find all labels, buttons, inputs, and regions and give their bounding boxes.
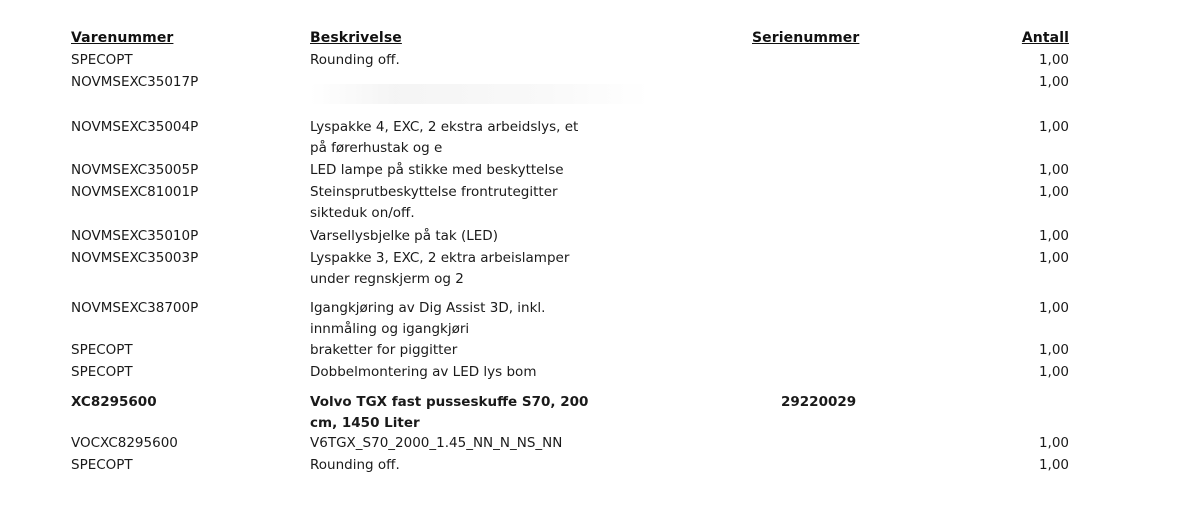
- antall-cell: 1,00: [1038, 300, 1069, 316]
- beskrivelse-line: braketter for piggitter: [310, 342, 458, 358]
- beskrivelse-cell: [310, 298, 545, 340]
- varenummer-cell: VOCXC8295600: [71, 435, 178, 451]
- antall-cell: 1,00: [1038, 119, 1069, 135]
- header-antall: Antall: [1021, 30, 1069, 46]
- beskrivelse-line: Lyspakke 3, EXC, 2 ektra arbeislamper: [310, 250, 570, 266]
- varenummer-cell: XC8295600: [71, 394, 157, 410]
- beskrivelse-line: Volvo TGX fast pusseskuffe S70, 200: [310, 394, 589, 410]
- beskrivelse-cell: [310, 117, 578, 159]
- beskrivelse-cell: [310, 455, 400, 476]
- serienummer-cell: 29220029: [781, 394, 857, 410]
- header-beskrivelse: Beskrivelse: [310, 30, 402, 46]
- beskrivelse-line: cm, 1450 Liter: [310, 415, 420, 431]
- beskrivelse-cell: [310, 433, 562, 454]
- beskrivelse-line: Steinsprutbeskyttelse frontrutegitter: [310, 184, 558, 200]
- varenummer-cell: SPECOPT: [71, 342, 133, 358]
- beskrivelse-line: Rounding off.: [310, 52, 400, 68]
- beskrivelse-line: Dobbelmontering av LED lys bom: [310, 364, 537, 380]
- beskrivelse-line: Varsellysbjelke på tak (LED): [310, 228, 498, 244]
- beskrivelse-cell: [310, 160, 564, 181]
- varenummer-cell: SPECOPT: [71, 52, 133, 68]
- beskrivelse-cell: [310, 340, 457, 361]
- varenummer-cell: NOVMSEXC81001P: [71, 184, 199, 200]
- antall-cell: 1,00: [1038, 228, 1069, 244]
- antall-cell: 1,00: [1038, 364, 1069, 380]
- antall-cell: 1,00: [1038, 250, 1069, 266]
- header-serienummer: Serienummer: [752, 30, 860, 46]
- beskrivelse-cell: [310, 50, 400, 71]
- beskrivelse-line: innmåling og igangkjøri: [310, 321, 470, 337]
- beskrivelse-cell: [310, 392, 588, 434]
- antall-cell: 1,00: [1038, 52, 1069, 68]
- varenummer-cell: NOVMSEXC35017P: [71, 74, 199, 90]
- varenummer-cell: SPECOPT: [71, 457, 133, 473]
- antall-cell: 1,00: [1038, 184, 1069, 200]
- varenummer-cell: NOVMSEXC38700P: [71, 300, 199, 316]
- beskrivelse-line: sikteduk on/off.: [310, 205, 415, 221]
- beskrivelse-line: V6TGX_S70_2000_1.45_NN_N_NS_NN: [310, 435, 563, 451]
- antall-cell: 1,00: [1038, 74, 1069, 90]
- antall-cell: 1,00: [1038, 342, 1069, 358]
- beskrivelse-line: på førerhustak og e: [310, 140, 443, 156]
- varenummer-cell: NOVMSEXC35003P: [71, 250, 199, 266]
- antall-cell: 1,00: [1038, 162, 1069, 178]
- beskrivelse-line: Igangkjøring av Dig Assist 3D, inkl.: [310, 300, 546, 316]
- varenummer-cell: NOVMSEXC35004P: [71, 119, 199, 135]
- redacted-text-blur: [310, 84, 650, 104]
- beskrivelse-cell: [310, 226, 498, 247]
- beskrivelse-line: Lyspakke 4, EXC, 2 ekstra arbeidslys, et: [310, 119, 579, 135]
- beskrivelse-cell: [310, 248, 569, 290]
- beskrivelse-line: LED lampe på stikke med beskyttelse: [310, 162, 564, 178]
- antall-cell: 1,00: [1038, 435, 1069, 451]
- antall-cell: 1,00: [1038, 457, 1069, 473]
- varenummer-cell: SPECOPT: [71, 364, 133, 380]
- beskrivelse-cell: [310, 362, 536, 383]
- beskrivelse-line: Rounding off.: [310, 457, 400, 473]
- beskrivelse-line: under regnskjerm og 2: [310, 271, 464, 287]
- beskrivelse-cell: [310, 182, 558, 224]
- varenummer-cell: NOVMSEXC35010P: [71, 228, 199, 244]
- header-varenummer: Varenummer: [71, 30, 174, 46]
- varenummer-cell: NOVMSEXC35005P: [71, 162, 199, 178]
